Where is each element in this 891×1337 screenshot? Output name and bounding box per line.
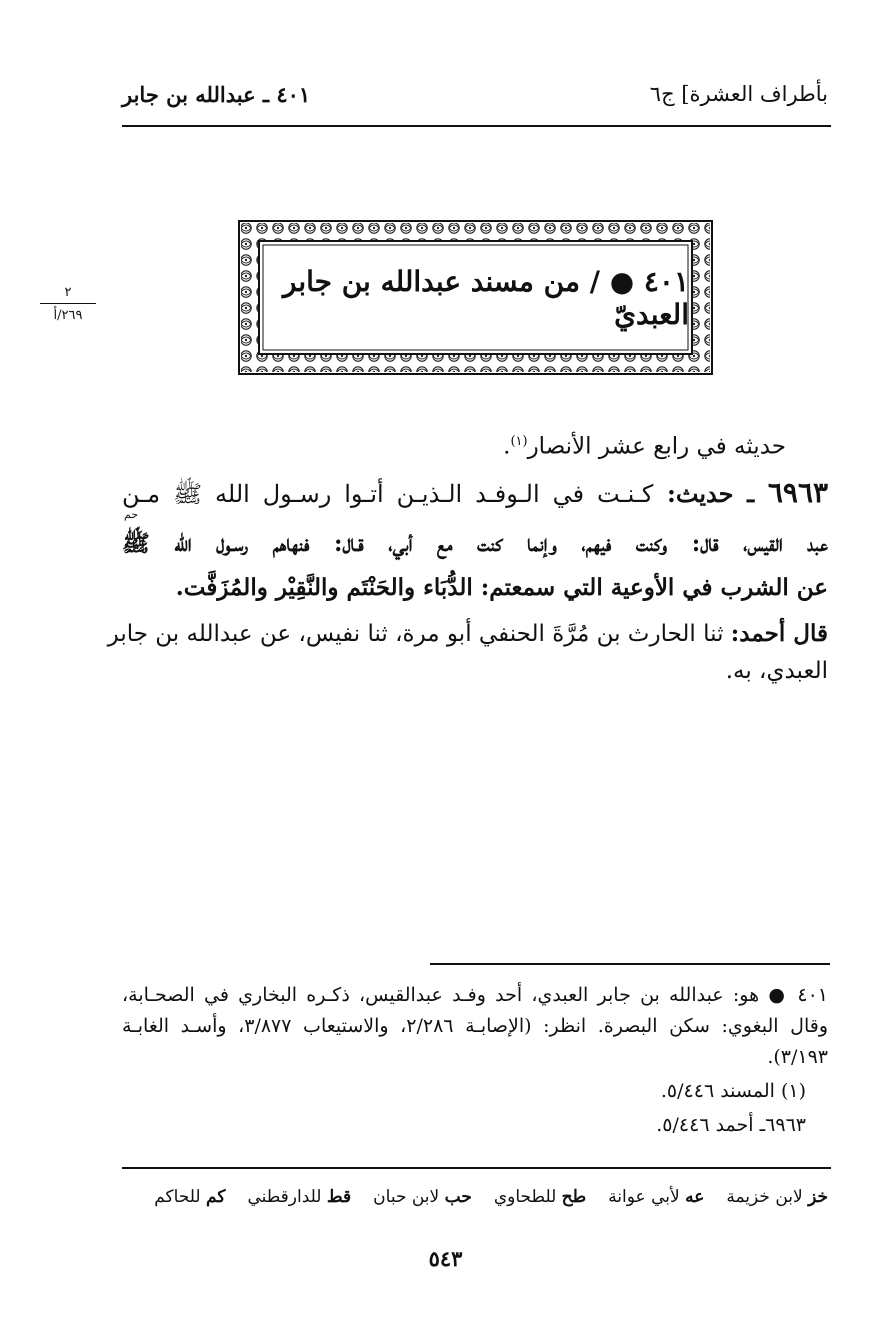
abbrev-rule — [122, 1167, 831, 1169]
body-line-1-end: . — [503, 433, 511, 460]
isnad-label: قال أحمد: — [730, 620, 828, 647]
abbrev-item: حب لابن حبان — [373, 1187, 472, 1207]
abbreviation-key — [154, 1187, 828, 1207]
footnote-line-3: ٣/١٩٣). — [767, 1046, 828, 1068]
running-header-book: بأطراف العشرة] ج٦ — [649, 82, 828, 106]
footnote-line-1: ٤٠١ ● هو: عبدالله بن جابر العبدي، أحد وفـد عبدالقيس، ذكـره البخاري في الصحـابة، — [122, 984, 828, 1006]
footnote-rule — [430, 963, 830, 965]
hadith-line-1 — [122, 476, 828, 511]
body-line-1-text: حديثه في رابع عشر الأنصار — [527, 433, 786, 460]
abbrev-item: عه لأبي عوانة — [608, 1187, 705, 1207]
isnad-line-2: العبدي، به. — [725, 658, 828, 684]
siglum-marker: حم — [124, 508, 139, 521]
hadith-number: ٦٩٦٣ — [767, 476, 829, 509]
margin-note — [40, 284, 96, 324]
footnote-ref-1: (١) — [510, 434, 528, 449]
isnad-text: ثنا الحارث بن مُرَّةَ الحنفي أبو مرة، ثنا نفيس، عن عبدالله بن جابر — [107, 621, 724, 647]
margin-note-bottom: ٢٦٩/أ — [53, 308, 83, 323]
running-header-section: ٤٠١ ـ عبدالله بن جابر — [122, 82, 311, 107]
page-number: ٥٤٣ — [428, 1246, 463, 1271]
margin-note-top: ٢ — [40, 284, 96, 304]
body-line-1 — [503, 425, 786, 464]
header-rule — [122, 125, 831, 127]
hadith-line-2: عبد القيس، قال: وكنت فيهم، وإنما كنت مع أبي، قـال: فنهاهم رسـول الله ﷺ — [122, 530, 828, 557]
isnad-line-1 — [107, 617, 828, 651]
abbrev-item: طح للطحاوي — [493, 1187, 587, 1207]
footnote-hadith: ٦٩٦٣ـ أحمد ٥/٤٤٦. — [656, 1114, 806, 1136]
hadith-line-3: عن الشرب في الأوعية التي سمعتم: الدُّبَاء والحَنْتَم والنَّقِيْر والمُزَفَّت. — [175, 574, 828, 601]
abbrev-item: كم للحاكم — [154, 1187, 226, 1207]
hadith-line-1-text: كـنـت في الـوفـد الـذيـن أتـوا رسـول الله ﷺ مـن — [122, 480, 654, 508]
footnote-1: (١) المسند ٥/٤٤٦. — [660, 1080, 806, 1102]
abbrev-item: قط للدارقطني — [247, 1187, 352, 1207]
hadith-label: ـ حديث: — [666, 479, 755, 508]
footnote-line-2: وقال البغوي: سكن البصرة. انظر: (الإصابـة ٢/٢٨٦، والاستيعاب ٣/٨٧٧، وأسـد الغابـة — [122, 1015, 828, 1037]
section-title: ٤٠١ ● / من مسند عبدالله بن جابر العبديّ — [282, 264, 689, 331]
abbrev-item: خز لابن خزيمة — [726, 1187, 828, 1207]
